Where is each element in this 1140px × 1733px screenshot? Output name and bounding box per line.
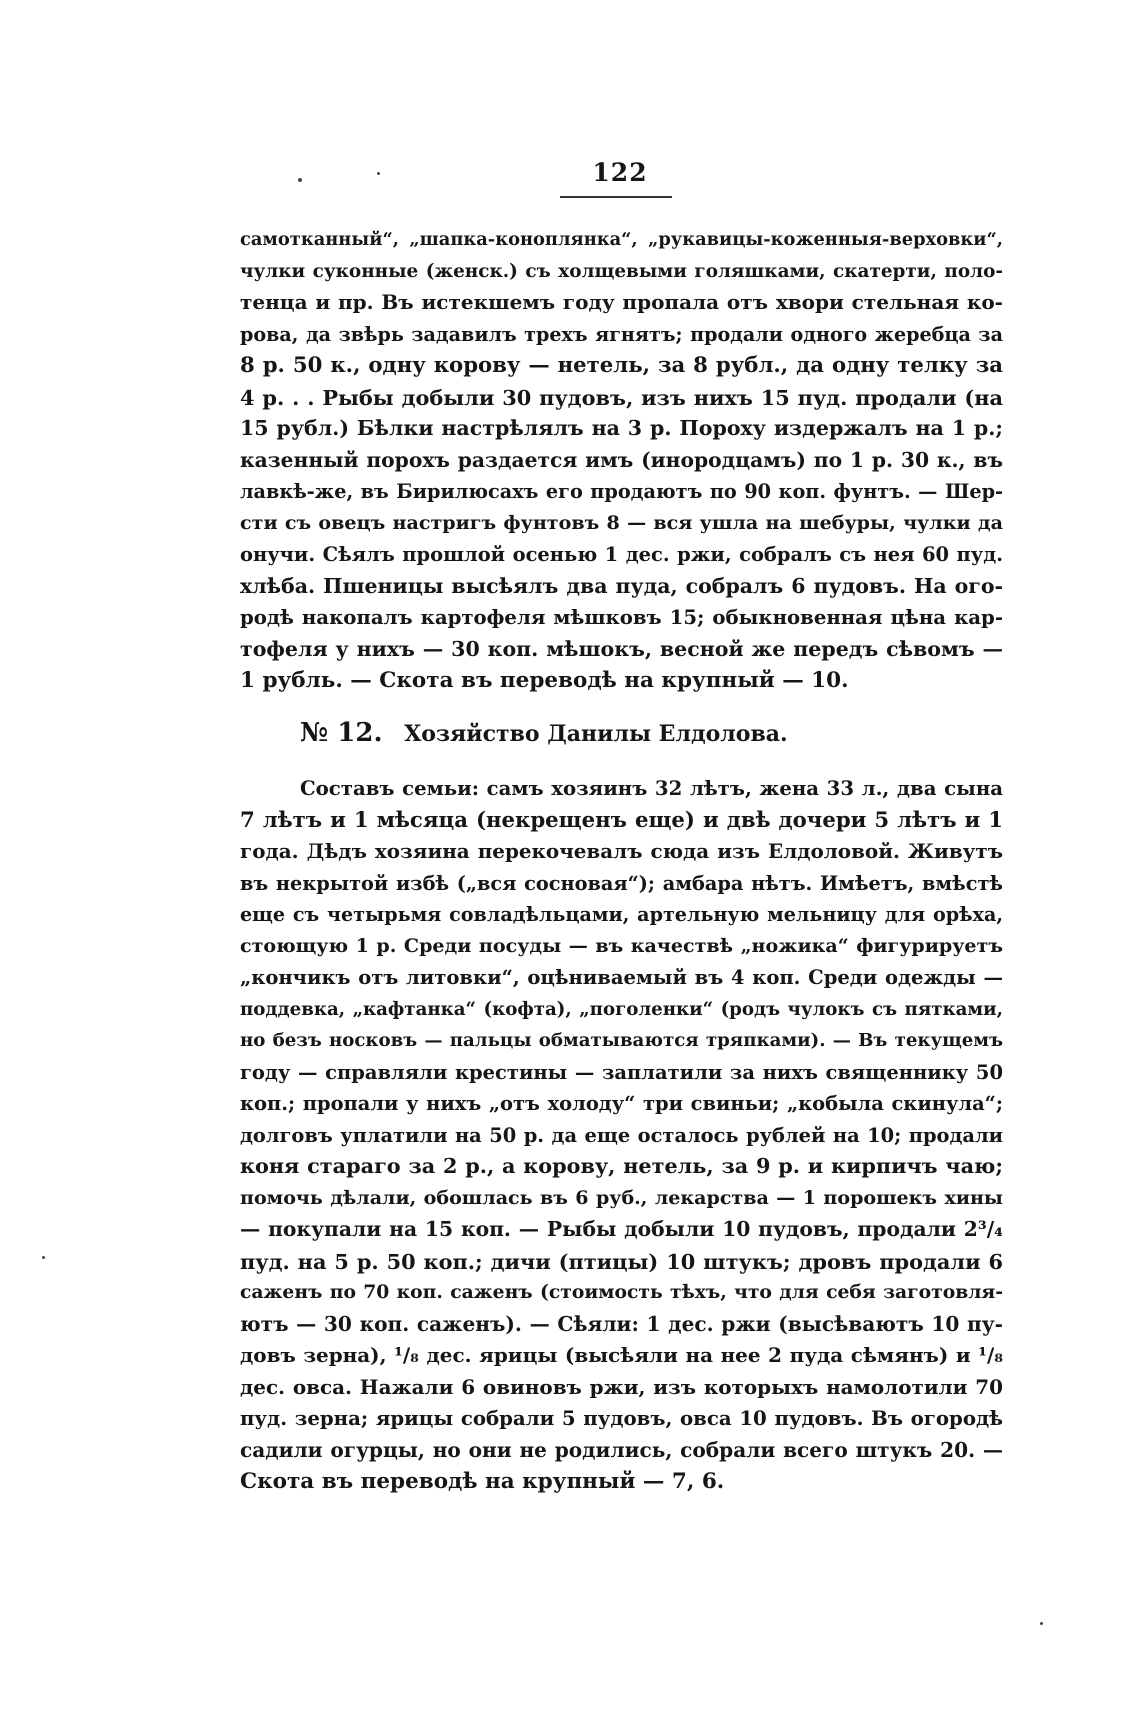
text-line: въ некрытой избѣ („вся сосновая“); амбара нѣтъ. Имѣетъ, вмѣстѣ <box>240 871 1003 895</box>
text-line: года. Дѣдъ хозяина перекочевалъ сюда изъ Елдоловой. Живутъ <box>240 839 1003 863</box>
text-line: 4 р. . . Рыбы добыли 30 пудовъ, изъ нихъ 15 пуд. продали (на <box>240 384 1003 410</box>
paragraph-continued <box>240 224 1003 697</box>
text-line: — покупали на 15 коп. — Рыбы добыли 10 пудовъ, продали 2³/₄ <box>240 1217 1003 1241</box>
text-line: пуд. зерна; ярицы собрали 5 пудовъ, овса 10 пудовъ. Въ огородѣ <box>240 1406 1003 1430</box>
text-line: „кончикъ отъ литовки“, оцѣниваемый въ 4 коп. Среди одежды — <box>240 966 1003 989</box>
text-line: довъ зерна), ¹/₈ дес. ярицы (высѣяли на нее 2 пуда сѣмянъ) и ¹/₈ <box>240 1343 1003 1367</box>
text-line: 15 рубл.) Бѣлки настрѣлялъ на 3 р. Пороху издержалъ на 1 р.; <box>240 416 1003 440</box>
section-number: № 12. <box>300 718 383 748</box>
speck <box>298 178 302 182</box>
text-line: тенца и пр. Въ истекшемъ году пропала отъ хвори стельная ко- <box>240 290 1003 314</box>
text-line: хлѣба. Пшеницы высѣялъ два пуда, собралъ 6 пудовъ. На ого- <box>240 573 1003 598</box>
text-line: стоющую 1 р. Среди посуды — въ качествѣ „ножика“ фигурируетъ <box>240 934 1003 957</box>
text-line: ютъ — 30 коп. саженъ). — Сѣяли: 1 дес. ржи (высѣваютъ 10 пу- <box>240 1311 1003 1336</box>
text-line: поддевка, „кафтанка“ (кофта), „поголенки“ (родъ чулокъ съ пятками, <box>240 998 1003 1020</box>
text-line: 1 рубль. — Скота въ переводѣ на крупный — 10. <box>240 668 849 693</box>
text-line: родѣ накопалъ картофеля мѣшковъ 15; обыкновенная цѣна кар- <box>240 606 1003 629</box>
text-line: саженъ по 70 коп. саженъ (стоимость тѣхъ, что для себя заготовля- <box>240 1281 1003 1303</box>
text-line: самотканный“, „шапка-коноплянка“, „рукавицы-коженныя-верховки“, <box>240 229 1003 250</box>
text-line: садили огурцы, но они не родились, собрали всего штукъ 20. — <box>240 1437 1003 1462</box>
text-line: 8 р. 50 к., одну корову — нетель, за 8 рубл., да одну телку за <box>240 353 1003 378</box>
speck <box>1040 1622 1043 1625</box>
text-line: коп.; пропали у нихъ „отъ холоду“ три свиньи; „кобыла скинула“; <box>240 1092 1003 1115</box>
text-line: долговъ уплатили на 50 р. да еще осталось рублей на 10; продали <box>240 1123 1003 1147</box>
text-line: но безъ носковъ — пальцы обматываются тряпками). — Въ текущемъ <box>240 1030 1003 1051</box>
text-line: чулки суконные (женск.) съ холщевыми голяшками, скатерти, поло- <box>240 260 1003 282</box>
page-number-rule <box>560 196 672 198</box>
section-heading <box>300 718 788 748</box>
text-line: рова, да звѣрь задавилъ трехъ ягнятъ; продали одного жеребца за <box>240 322 1003 346</box>
text-line: помочь дѣлали, обошлась въ 6 руб., лекарства — 1 порошекъ хины <box>240 1186 1003 1209</box>
text-line: еще съ четырьмя совладѣльцами, артельную мельницу для орѣха, <box>240 903 1003 926</box>
text-line: Скота въ переводѣ на крупный — 7, 6. <box>240 1469 725 1494</box>
text-line: году — справляли крестины — заплатили за нихъ священнику 50 <box>240 1060 1003 1084</box>
text-line: пуд. на 5 р. 50 коп.; дичи (птицы) 10 штукъ; дровъ продали 6 <box>240 1248 1003 1274</box>
paragraph-household-12 <box>240 773 1003 1498</box>
section-title: Хозяйство Данилы Елдолова. <box>404 721 788 747</box>
text-line: 7 лѣтъ и 1 мѣсяца (некрещенъ еще) и двѣ дочери 5 лѣтъ и 1 <box>240 807 1003 833</box>
text-line: казенный порохъ раздается имъ (инородцамъ) по 1 р. 30 к., въ <box>240 447 1003 472</box>
text-line: сти съ овецъ настригъ фунтовъ 8 — вся ушла на шебуры, чулки да <box>240 511 1003 534</box>
text-line: дес. овса. Нажали 6 овиновъ ржи, изъ которыхъ намолотили 70 <box>240 1374 1003 1399</box>
speck <box>42 1256 45 1259</box>
page-number: 122 <box>592 158 648 187</box>
text-line: онучи. Сѣялъ прошлой осенью 1 дес. ржи, собралъ съ нея 60 пуд. <box>240 543 1003 566</box>
text-line: тофеля у нихъ — 30 коп. мѣшокъ, весной же передъ сѣвомъ — <box>240 636 1003 661</box>
text-line: лавкѣ-же, въ Бирилюсахъ его продаютъ по 90 коп. фунтъ. — Шер- <box>240 480 1003 503</box>
text-line: Составъ семьи: самъ хозяинъ 32 лѣтъ, жена 33 л., два сына <box>300 777 1003 800</box>
text-line: коня стараго за 2 р., а корову, нетель, за 9 р. и кирпичъ чаю; <box>240 1154 1003 1178</box>
speck <box>377 172 380 175</box>
